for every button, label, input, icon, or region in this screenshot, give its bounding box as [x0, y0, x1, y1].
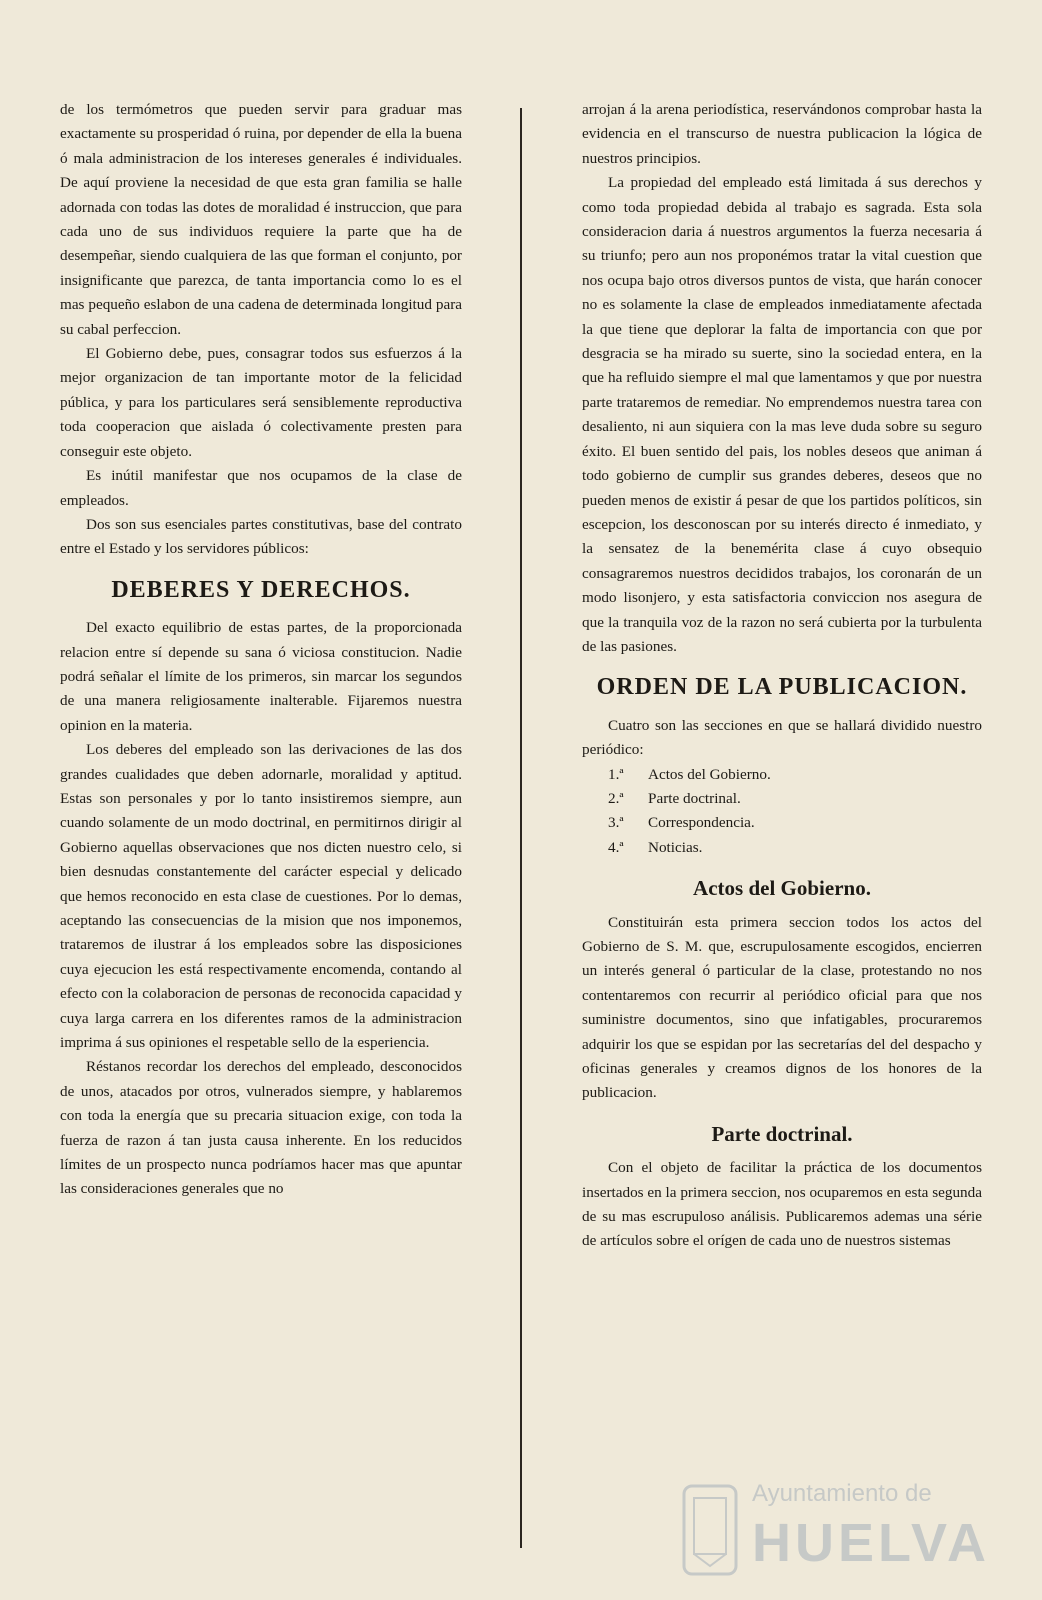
paragraph: Con el objeto de facilitar la práctica de los documentos insertados en la primera seccion, nos ocuparemos en esta segunda de su mas escrupuloso análisis. Publicaremos ademas una série de artículos sobre el orígen de cada uno de nuestros sistemas	[582, 1159, 982, 1250]
list-item: 4.ª Noticias.	[608, 838, 703, 856]
paragraph: Los deberes del empleado son las derivaciones de las dos grandes cualidades que deben adornarle, moralidad y aptitud. Estas son personales y por lo tanto insistiremos siempre, aun cuando solamente de un modo doctrinal, en permitirnos dirigir al Gobierno aquellas observaciones que nos dicten nuestro celo, si bien desnudas constantemente del carácter especial y delicado que hemos reconocido en esta clase de cuestiones. Por lo demas, aceptando las consecuencias de la mision que nos imponemos, trataremos de ilustrar á los empleados sobre las disposiciones cuya ejecucion les está respectivamente encomenda, contando al efecto con la colaboracion de personas de reconocida capacidad y cuya larga carrera en los diferentes ramos de la administracion imprima á sus opiniones el respetable sello de la esperiencia.	[60, 741, 462, 1052]
paragraph: Es inútil manifestar que nos ocupamos de la clase de empleados.	[60, 467, 462, 509]
paragraph: La propiedad del empleado está limitada á sus derechos y como toda propiedad debida al trabajo es sagrada. Esta sola consideracion daria á nuestros argumentos la fuerza necesaria á su triunfo; pero aun nos proponémos tratar la vital cuestion que nos ocupa bajo otros diversos puntos de vista, que harán conocer no es solamente la clase de empleados inmediatamente afectada la que tiene que deplorar la falta de importancia con que por desgracia se ha mirado su suerte, sino la sociedad entera, en la que ha refluido siempre el mal que lamentamos y que por nuestra parte trataremos de remediar. No emprendemos nuestra tarea con desaliento, ni aun siquiera con la mas leve duda sobre su seguro éxito. El buen sentido del pais, los nobles deseos que animan á todo gobierno de cumplir sus grandes deberes, deseos que no pueden menos de existir á pesar de que los partidos políticos, sin escepcion, los desconoscan por su interés directo é inmediato, y la sensatez de la benemérita clase á cuyo obsequio consagraremos nuestros decididos trabajos, los coronarán de un modo lisonjero, y esta satisfactoria conviccion nos asegura de que la tranquila voz de la razon no será cubierta por la turbulenta de las pasiones.	[582, 174, 982, 655]
watermark	[680, 1478, 1000, 1588]
paragraph: Cuatro son las secciones en que se hallará dividido nuestro periódico:	[582, 716, 982, 759]
seal-icon	[680, 1482, 740, 1578]
paragraph: Dos son sus esenciales partes constitutivas, base del contrato entre el Estado y los servidores públicos:	[60, 515, 462, 558]
paragraph: de los termómetros que pueden servir para graduar mas exactamente su prosperidad ó ruina, por depender de ella la buena ó mala administracion de los intereses generales é individuales. De aquí proviene la necesidad de que esta gran familia se halle adornada con todas las dotes de moralidad é instruccion, que para cada uno de sus individuos requiere la parte que ha de desempeñar, siendo cualquiera de las que forman el conjunto, por insignificante que parezca, de tanta importancia como lo es el mas pequeño eslabon de una cadena de determinada longitud para su cabal perfeccion.	[60, 101, 462, 338]
list-item: 1.ª Actos del Gobierno.	[608, 765, 771, 783]
sections-list	[608, 763, 982, 861]
paragraph: El Gobierno debe, pues, consagrar todos sus esfuerzos á la mejor organizacion de tan importante motor de la felicidad pública, y para los particulares será sensiblemente reproductiva toda cooperacion que aislada ó colectivamente presten para conseguir este objeto.	[60, 345, 462, 460]
left-column	[60, 98, 462, 1202]
list-item: 2.ª Parte doctrinal.	[608, 789, 741, 807]
section-heading: DEBERES Y DERECHOS.	[111, 576, 411, 603]
section-heading: ORDEN DE LA PUBLICACION.	[596, 674, 968, 701]
paragraph: arrojan á la arena periodística, reservándonos comprobar hasta la evidencia en el transcurso de nuestra publicacion la lógica de nuestros principios.	[582, 101, 982, 167]
column-divider	[520, 108, 522, 1548]
paragraph: Réstanos recordar los derechos del empleado, desconocidos de unos, atacados por otros, vulnerados siempre, y hablaremos con toda la energía que su precaria situacion exige, con toda la fuerza de razon á tan justa causa inherente. En los reducidos límites de un prospecto nunca podríamos hacer mas que apuntar las consideraciones generales que no	[60, 1058, 462, 1198]
paragraph: Del exacto equilibrio de estas partes, de la proporcionada relacion entre sí depende su sana ó viciosa constitucion. Nadie podrá señalar el límite de los primeros, sin marcar los segundos de una manera religiosamente inalterable. Fijaremos nuestra opinion en la materia.	[60, 619, 462, 734]
right-column	[582, 98, 982, 1254]
watermark-line1: Ayuntamiento de	[752, 1480, 932, 1507]
list-item: 3.ª Correspondencia.	[608, 814, 755, 832]
watermark-line2: HUELVA	[752, 1513, 990, 1573]
subsection-heading: Parte doctrinal.	[711, 1121, 853, 1146]
subsection-heading: Actos del Gobierno.	[693, 876, 871, 901]
paragraph: Constituirán esta primera seccion todos los actos del Gobierno de S. M. que, escrupulosamente escogidos, encierren un interés general ó particular de la clase, protestando no nos contentaremos con recurrir al periódico oficial para que nos suministre documentos, sino que infatigables, procuraremos adquirir los que se espidan por las secretarías del del despacho y oficinas generales y creamos dignos de los honores de la publicacion.	[582, 913, 982, 1102]
